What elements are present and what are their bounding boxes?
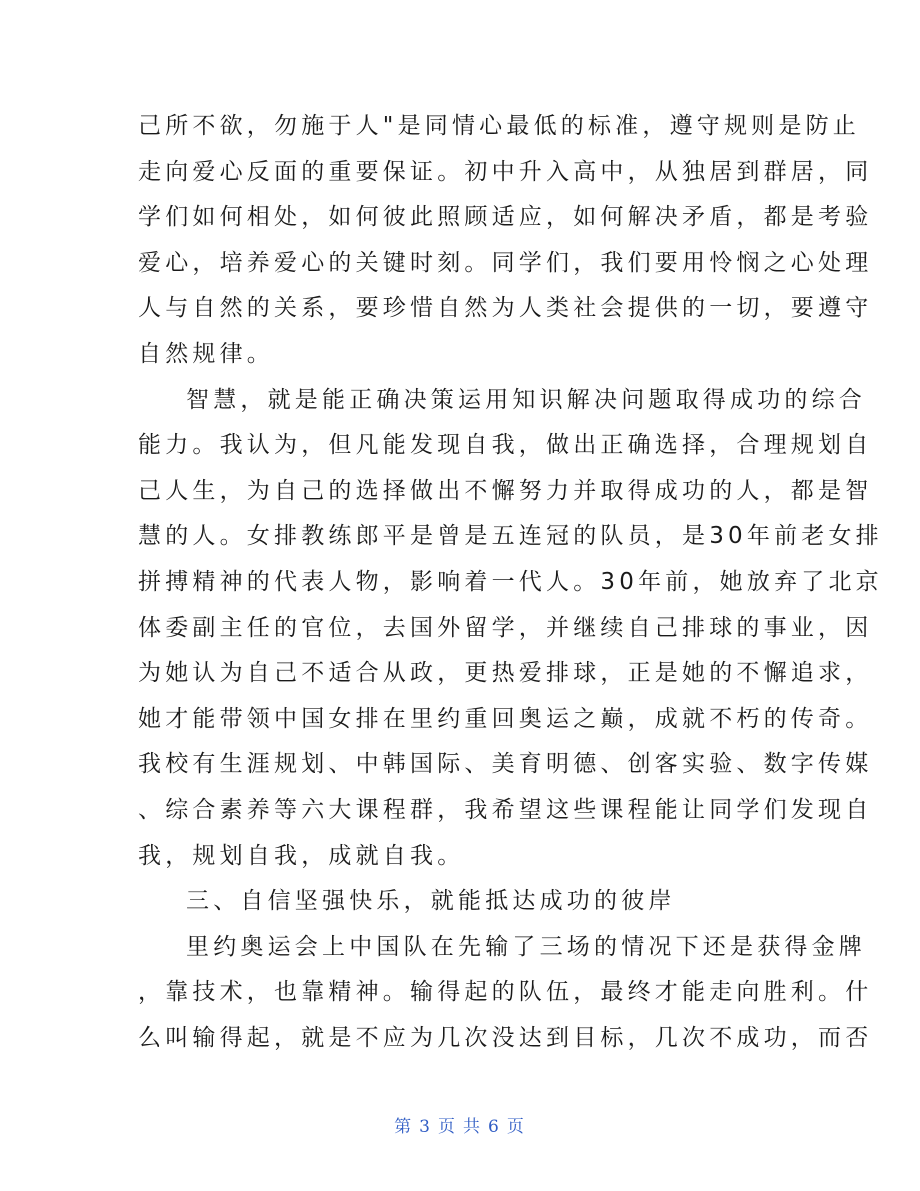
section-heading: 三、自信坚强快乐，就能抵达成功的彼岸 [186,888,676,915]
text-line: ，靠技术，也靠精神。输得起的队伍，最终才能走向胜利。什 [138,979,873,1006]
text-line: 人与自然的关系，要珍惜自然为人类社会提供的一切，要遵守 [138,295,873,322]
footer-page-word: 页 [438,1117,457,1137]
text-line: 拼搏精神的代表人物，影响着一代人。30年前，她放弃了北京 [138,568,883,595]
text-line: 她才能带领中国女排在里约重回奥运之巅，成就不朽的传奇。 [138,705,873,732]
text-line: 己所不欲，勿施于人"是同情心最低的标准，遵守规则是防止 [138,113,860,139]
footer-total-pages: 6 [488,1117,501,1137]
text-line: 我校有生涯规划、中韩国际、美育明德、创客实验、数字传媒 [138,751,873,778]
footer-total-word: 页 [506,1117,526,1137]
footer-page-prefix: 第 [394,1117,414,1137]
footer-current-page: 3 [419,1117,432,1137]
text-line: 我，规划自我，成就自我。 [138,842,465,869]
text-line: 爱心，培养爱心的关键时刻。同学们，我们要用怜悯之心处理 [138,249,873,276]
text-line: 能力。我认为，但凡能发现自我，做出正确选择，合理规划自 [138,432,873,459]
text-line: 己人生，为自己的选择做出不懈努力并取得成功的人，都是智 [138,477,873,504]
page-footer [0,1112,920,1137]
text-line: 体委副主任的官位，去国外留学，并继续自己排球的事业，因 [138,614,873,641]
text-line: 么叫输得起，就是不应为几次没达到目标，几次不成功，而否 [138,1024,873,1051]
text-line: 为她认为自己不适合从政，更热爱排球，正是她的不懈追求， [138,660,873,687]
text-line: 自然规律。 [138,340,274,367]
text-line: 慧的人。女排教练郎平是曾是五连冠的队员，是30年前老女排 [138,523,883,550]
paragraph-start-line: 智慧，就是能正确决策运用知识解决问题取得成功的综合 [186,386,866,413]
footer-total-prefix: 共 [463,1117,482,1137]
text-line: 、综合素养等六大课程群，我希望这些课程能让同学们发现自 [138,796,873,823]
document-body [138,104,883,1061]
text-line: 走向爱心反面的重要保证。初中升入高中，从独居到群居，同 [138,158,873,185]
paragraph-start-line: 里约奥运会上中国队在先输了三场的情况下还是获得金牌 [186,933,866,960]
text-line: 学们如何相处，如何彼此照顾适应，如何解决矛盾，都是考验 [138,204,873,231]
